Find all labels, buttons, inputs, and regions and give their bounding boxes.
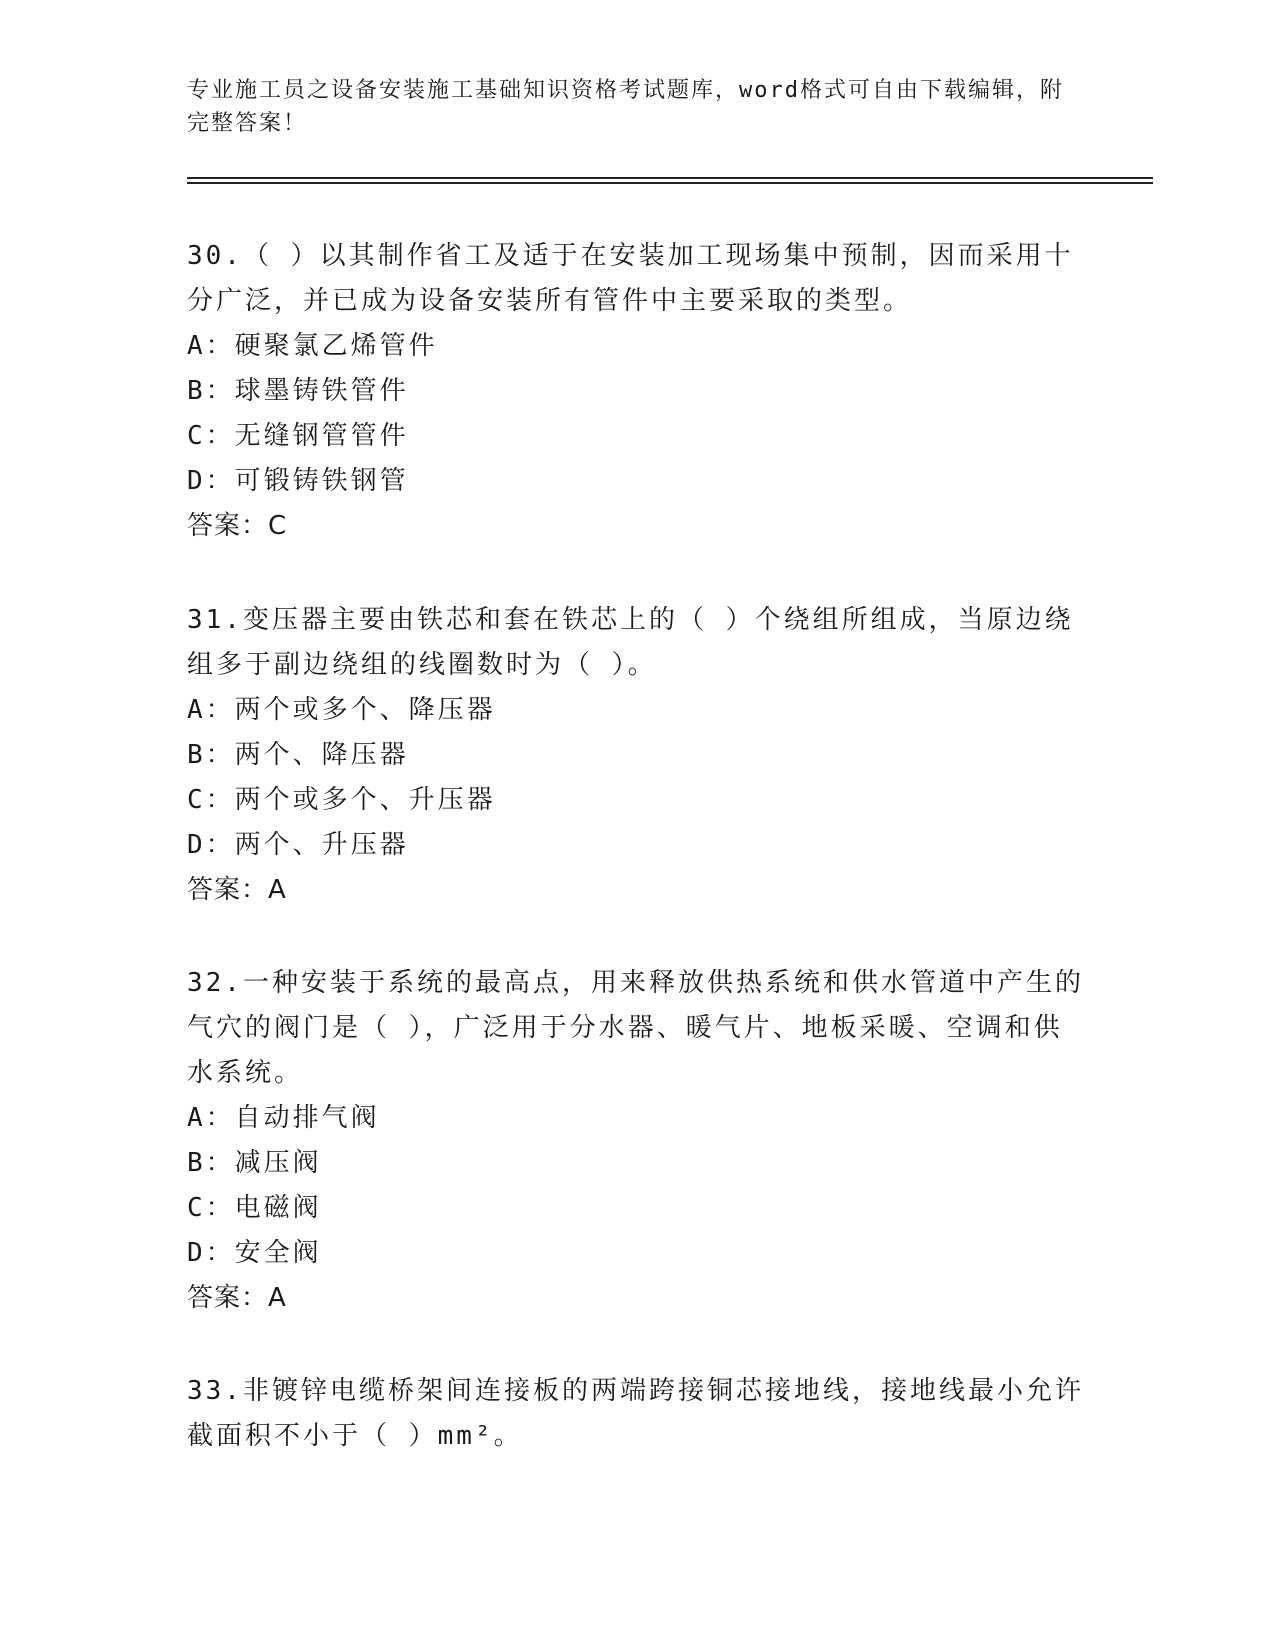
header-divider-top <box>187 177 1153 179</box>
answer-label: 答案：A <box>187 875 287 905</box>
question-stem: 33.非镀锌电缆桥架间连接板的两端跨接铜芯接地线，接地线最小允许截面积不小于（ ）mm²。 <box>187 1376 1084 1451</box>
option-a: A：两个或多个、降压器 <box>187 695 496 725</box>
header-divider-bottom <box>187 182 1153 184</box>
option-c: C：电磁阀 <box>187 1193 322 1223</box>
question-33 <box>187 1369 1087 1459</box>
option-b: B：球墨铸铁管件 <box>187 376 409 406</box>
question-31 <box>187 598 1087 913</box>
question-30 <box>187 234 1087 549</box>
option-d: D：安全阀 <box>187 1238 322 1268</box>
option-a: A：自动排气阀 <box>187 1103 380 1133</box>
option-d: D：可锻铸铁钢管 <box>187 466 409 496</box>
question-32 <box>187 961 1087 1321</box>
answer-label: 答案：A <box>187 1283 287 1313</box>
option-a: A：硬聚氯乙烯管件 <box>187 331 438 361</box>
question-stem: 31.变压器主要由铁芯和套在铁芯上的（ ）个绕组所组成，当原边绕组多于副边绕组的线圈数时为（ ）。 <box>187 605 1074 680</box>
option-c: C：无缝钢管管件 <box>187 421 409 451</box>
document-header-title: 专业施工员之设备安装施工基础知识资格考试题库，word格式可自由下载编辑，附完整答案！ <box>187 78 1064 136</box>
answer-label: 答案：C <box>187 511 288 541</box>
question-stem: 30.（ ）以其制作省工及适于在安装加工现场集中预制，因而采用十分广泛，并已成为设备安装所有管件中主要采取的类型。 <box>187 241 1074 316</box>
option-b: B：减压阀 <box>187 1148 322 1178</box>
option-b: B：两个、降压器 <box>187 740 409 770</box>
option-c: C：两个或多个、升压器 <box>187 785 496 815</box>
option-d: D：两个、升压器 <box>187 830 409 860</box>
question-stem: 32.一种安装于系统的最高点，用来释放供热系统和供水管道中产生的气穴的阀门是（ ），广泛用于分水器、暖气片、地板采暖、空调和供水系统。 <box>187 968 1084 1088</box>
